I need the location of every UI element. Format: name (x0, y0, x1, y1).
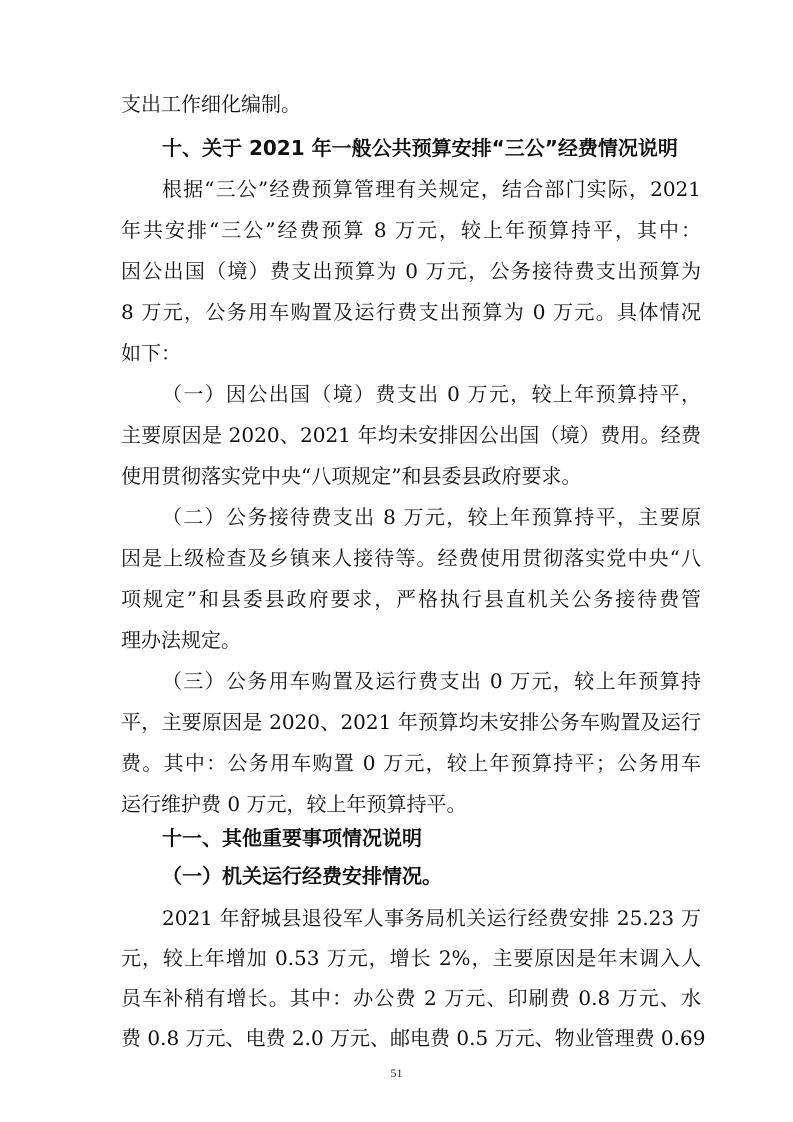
body-text-line: 员车补稍有增长。其中：办公费 2 万元、印刷费 0.8 万元、水 (121, 986, 701, 1010)
body-text-line: 8 万元，公务用车购置及运行费支出预算为 0 万元。具体情况 (121, 300, 701, 324)
body-text-line: 支出工作细化编制。 (121, 92, 301, 116)
body-text-line: 年共安排“三公”经费预算 8 万元，较上年预算持平，其中： (121, 218, 701, 242)
body-text-line: 费 0.8 万元、电费 2.0 万元、邮电费 0.5 万元、物业管理费 0.69 (121, 1026, 706, 1050)
page-number: 51 (390, 1066, 403, 1080)
body-text-line: 主要原因是 2020、2021 年均未安排因公出国（境）费用。经费 (121, 423, 701, 447)
body-text-line: 元，较上年增加 0.53 万元，增长 2%，主要原因是年末调入人 (121, 946, 701, 970)
body-text-line: 2021 年舒城县退役军人事务局机关运行经费安排 25.23 万 (162, 906, 701, 930)
body-text-line: 运行维护费 0 万元，较上年预算持平。 (121, 792, 467, 816)
body-text-line: （二）公务接待费支出 8 万元，较上年预算持平，主要原 (162, 505, 701, 529)
section-heading: 十、关于 2021 年一般公共预算安排“三公”经费情况说明 (162, 136, 678, 160)
body-text-line: 因公出国（境）费支出预算为 0 万元，公务接待费支出预算为 (121, 259, 701, 283)
body-text-line: （一）因公出国（境）费支出 0 万元，较上年预算持平， (162, 382, 701, 406)
body-text-line: 费。其中：公务用车购置 0 万元，较上年预算持平；公务用车 (121, 751, 701, 775)
body-text-line: 理办法规定。 (121, 628, 241, 652)
body-text-line: 使用贯彻落实党中央“八项规定”和县委县政府要求。 (121, 464, 582, 488)
subsection-heading: （一）机关运行经费安排情况。 (162, 864, 442, 888)
body-text-line: 因是上级检查及乡镇来人接待等。经费使用贯彻落实党中央“八 (121, 546, 701, 570)
body-text-line: 根据“三公”经费预算管理有关规定，结合部门实际，2021 (162, 177, 701, 201)
body-text-line: 如下： (121, 341, 181, 365)
body-text-line: 项规定”和县委县政府要求，严格执行县直机关公务接待费管 (121, 587, 701, 611)
section-heading: 十一、其他重要事项情况说明 (162, 826, 422, 850)
body-text-line: （三）公务用车购置及运行费支出 0 万元，较上年预算持 (162, 669, 701, 693)
body-text-line: 平，主要原因是 2020、2021 年预算均未安排公务车购置及运行 (121, 710, 701, 734)
